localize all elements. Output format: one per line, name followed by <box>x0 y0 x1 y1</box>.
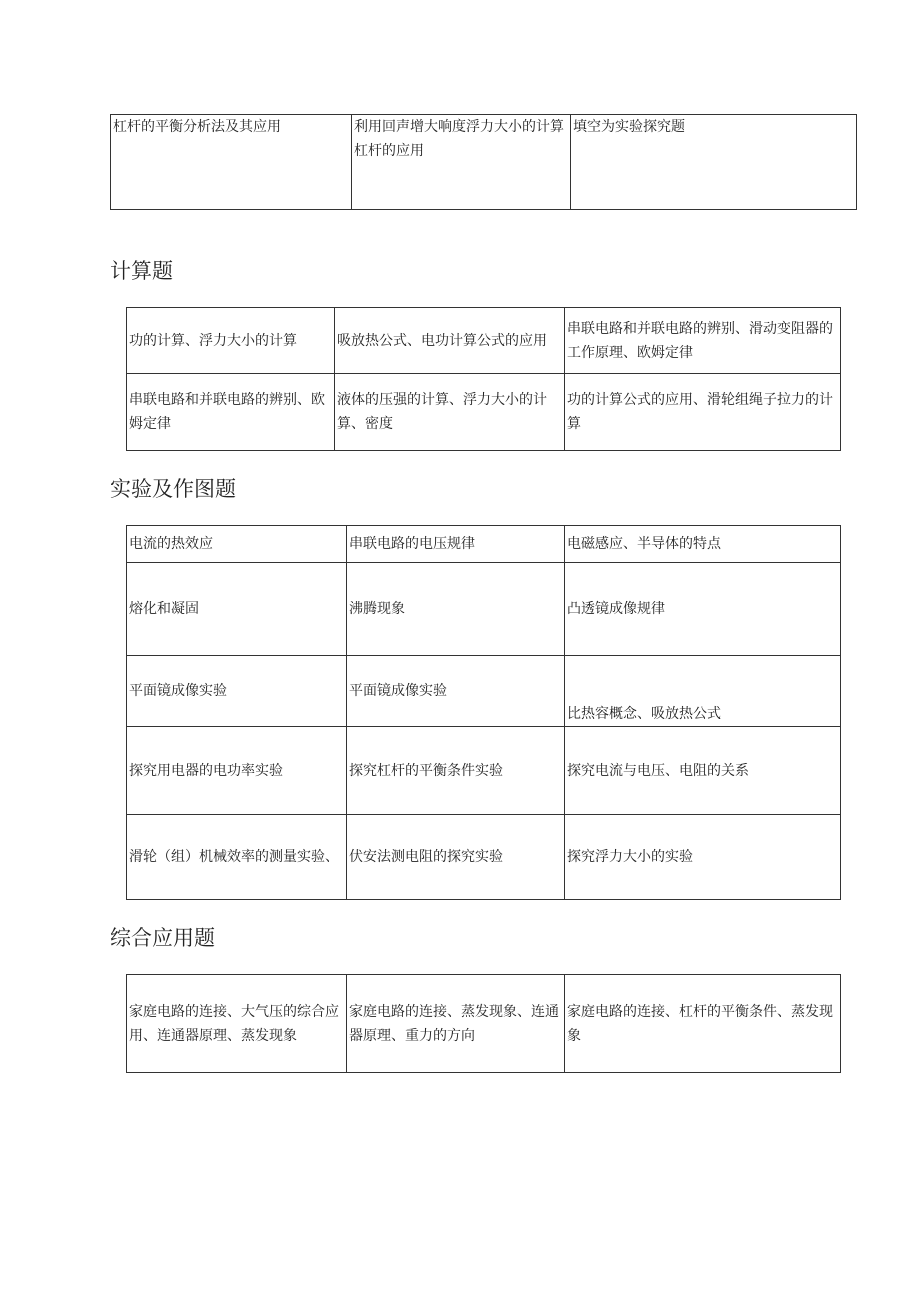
table-row <box>127 656 841 727</box>
table-cell: 功的计算公式的应用、滑轮组绳子拉力的计算 <box>565 374 841 451</box>
table-row <box>127 815 841 900</box>
section-title-experiment: 实验及作图题 <box>110 477 236 501</box>
table-cell: 滑轮（组）机械效率的测量实验、 <box>127 815 347 900</box>
table-cell: 利用回声增大响度浮力大小的计算杠杆的应用 <box>352 115 571 210</box>
table-cell: 探究电流与电压、电阻的关系 <box>565 727 841 815</box>
table-cell: 凸透镜成像规律 <box>565 563 841 656</box>
table-cell: 串联电路和并联电路的辨别、滑动变阻器的工作原理、欧姆定律 <box>565 308 841 374</box>
table-row <box>127 563 841 656</box>
table-cell: 填空为实验探究题 <box>571 115 857 210</box>
table-cell: 串联电路的电压规律 <box>347 526 565 563</box>
section-title-comprehensive: 综合应用题 <box>110 926 215 950</box>
table-cell: 探究浮力大小的实验 <box>565 815 841 900</box>
table-cell: 串联电路和并联电路的辨别、欧姆定律 <box>127 374 335 451</box>
table-cell: 沸腾现象 <box>347 563 565 656</box>
table-fill-topics <box>110 114 857 210</box>
table-cell: 熔化和凝固 <box>127 563 347 656</box>
table-cell: 伏安法测电阻的探究实验 <box>347 815 565 900</box>
table-calc <box>126 307 841 451</box>
table-cell: 比热容概念、吸放热公式 <box>565 656 841 727</box>
table-cell: 家庭电路的连接、蒸发现象、连通器原理、重力的方向 <box>347 975 565 1073</box>
table-cell: 探究杠杆的平衡条件实验 <box>347 727 565 815</box>
table-cell: 功的计算、浮力大小的计算 <box>127 308 335 374</box>
table-cell: 探究用电器的电功率实验 <box>127 727 347 815</box>
table-cell: 平面镜成像实验 <box>347 656 565 727</box>
table-row <box>111 115 857 210</box>
table-cell: 吸放热公式、电功计算公式的应用 <box>335 308 565 374</box>
table-row <box>127 526 841 563</box>
table-experiment <box>126 525 841 900</box>
table-comprehensive <box>126 974 841 1073</box>
table-row <box>127 308 841 374</box>
table-cell: 液体的压强的计算、浮力大小的计算、密度 <box>335 374 565 451</box>
table-cell: 家庭电路的连接、杠杆的平衡条件、蒸发现象 <box>565 975 841 1073</box>
table-row <box>127 727 841 815</box>
table-cell: 杠杆的平衡分析法及其应用 <box>111 115 352 210</box>
table-cell: 电磁感应、半导体的特点 <box>565 526 841 563</box>
table-cell: 电流的热效应 <box>127 526 347 563</box>
table-cell: 家庭电路的连接、大气压的综合应用、连通器原理、蒸发现象 <box>127 975 347 1073</box>
section-title-calc: 计算题 <box>110 259 173 283</box>
table-cell: 平面镜成像实验 <box>127 656 347 727</box>
table-row <box>127 374 841 451</box>
table-row <box>127 975 841 1073</box>
